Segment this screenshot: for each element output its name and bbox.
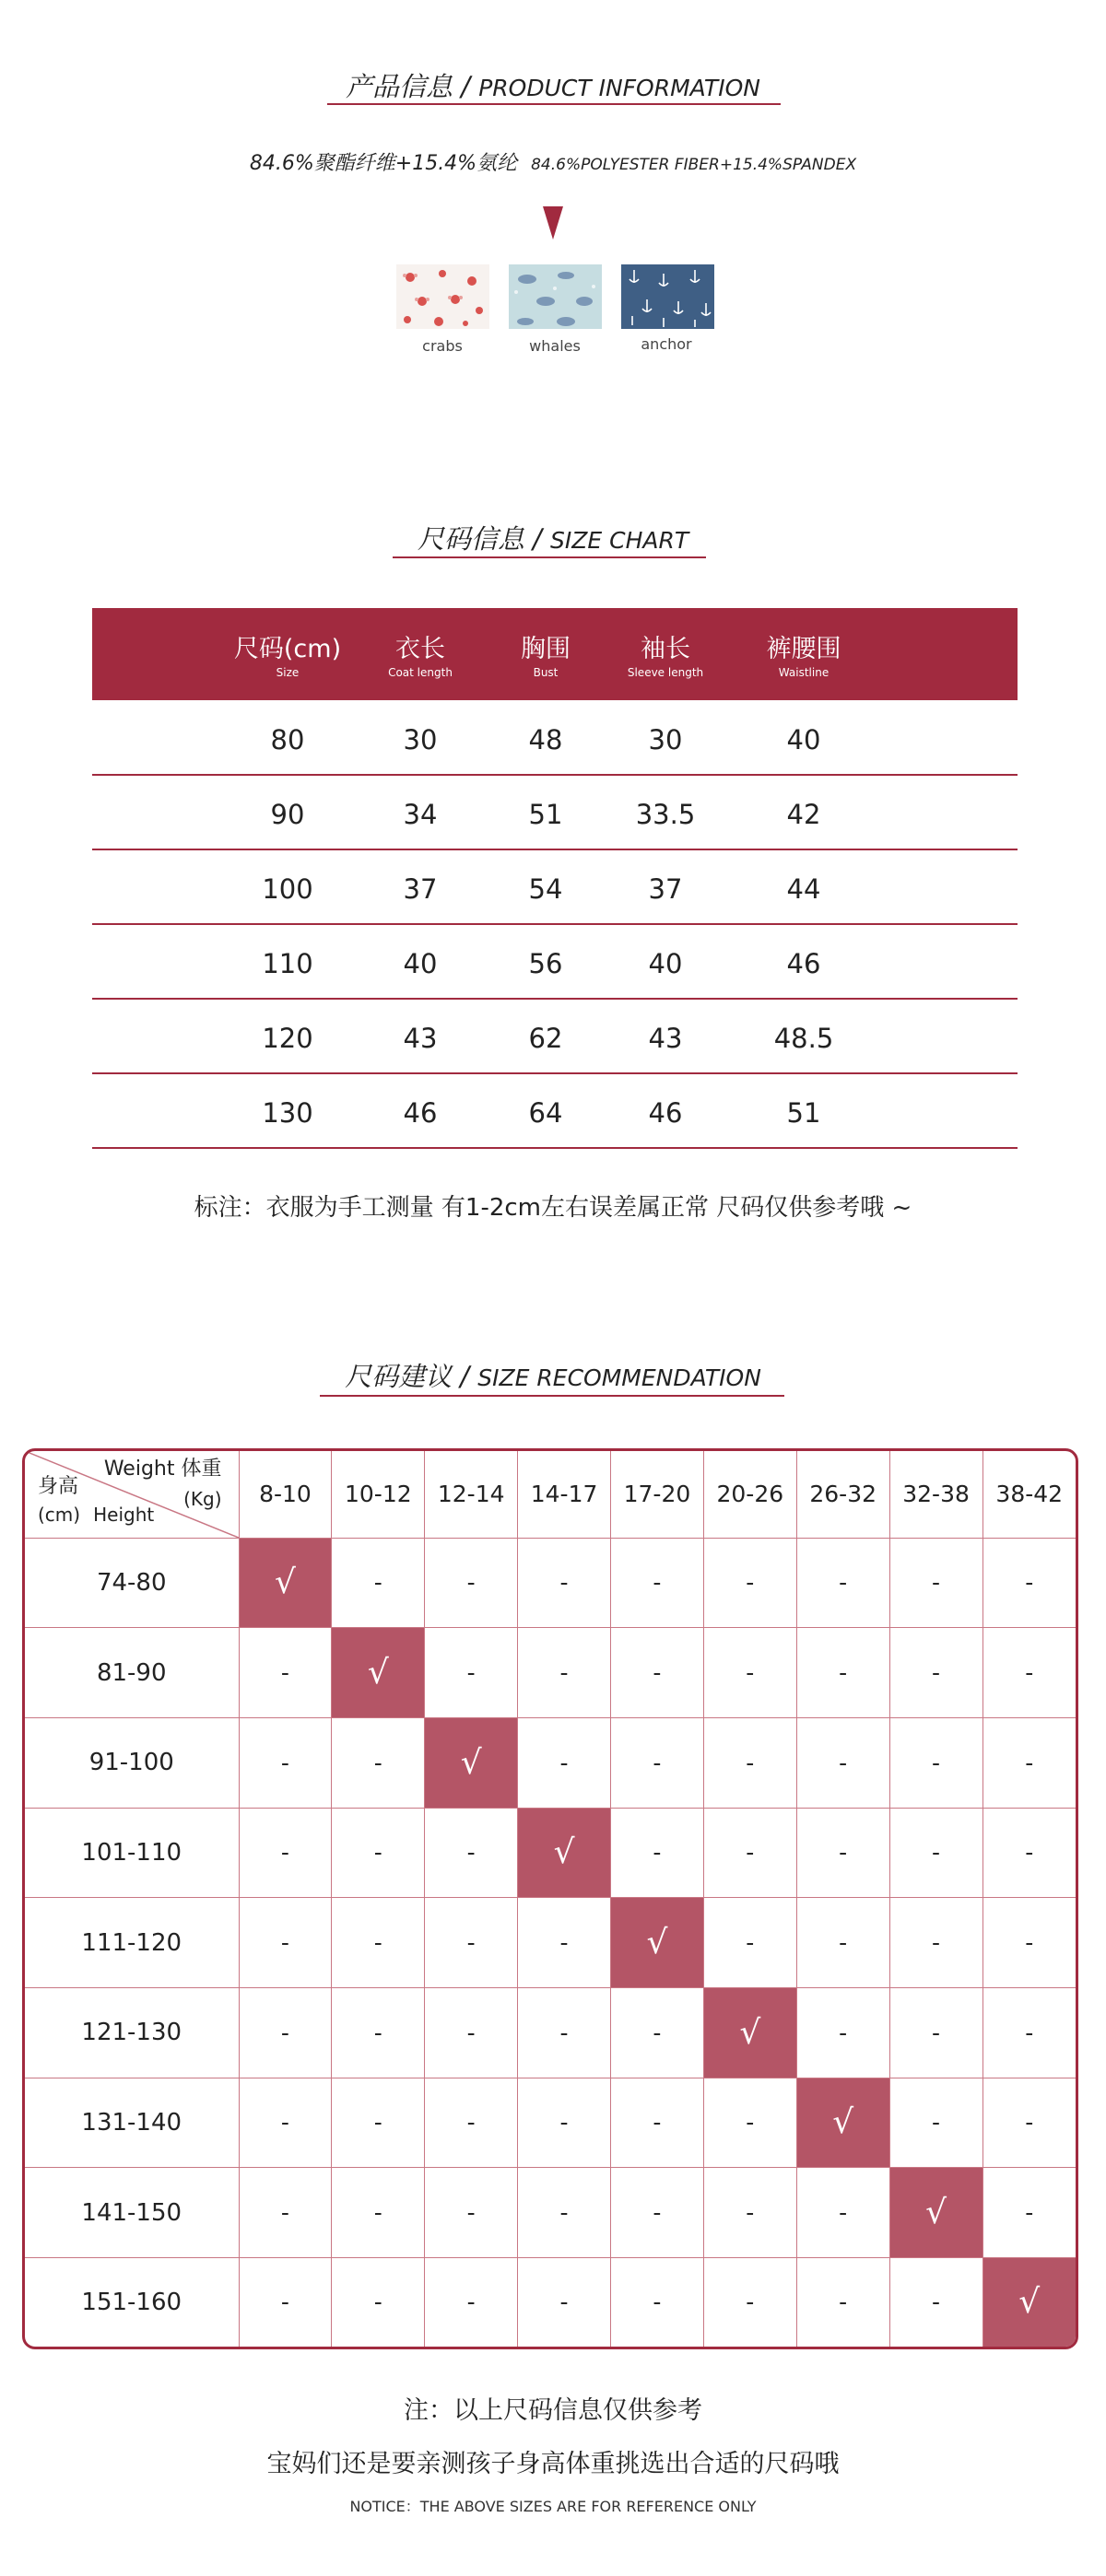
- check-mark-icon: √: [425, 1717, 518, 1808]
- header-waistline: 裤腰围 Waistline: [766, 635, 841, 679]
- empty-cell: -: [982, 2168, 1076, 2258]
- title-en: SIZE CHART: [550, 527, 689, 554]
- height-row: [25, 2257, 1076, 2347]
- weight-header-cell: 20-26: [703, 1451, 796, 1538]
- size-chart-cell: 34: [403, 799, 438, 830]
- empty-cell: -: [239, 1808, 332, 1898]
- title-underline: [327, 103, 781, 105]
- title-zh: 产品信息 /: [346, 71, 471, 102]
- size-chart-cell: 46: [786, 948, 821, 979]
- title-en: PRODUCT INFORMATION: [478, 75, 760, 101]
- size-chart-row: [92, 700, 1018, 774]
- size-recommendation-table: [22, 1448, 1078, 2349]
- down-arrow-icon: [543, 206, 563, 240]
- height-header-cell: 151-160: [25, 2257, 239, 2347]
- whale-pattern-swatch: [509, 264, 602, 329]
- empty-cell: -: [611, 1628, 704, 1718]
- empty-cell: -: [982, 1987, 1076, 2078]
- empty-cell: -: [518, 1717, 611, 1808]
- weight-header-cell: 8-10: [239, 1451, 332, 1538]
- weight-header-cell: 14-17: [518, 1451, 611, 1538]
- size-chart-title: [0, 519, 1106, 556]
- empty-cell: -: [425, 1628, 518, 1718]
- empty-cell: -: [425, 2078, 518, 2168]
- height-header-cell: 81-90: [25, 1628, 239, 1718]
- weight-header-cell: 38-42: [982, 1451, 1076, 1538]
- recommendation-grid: [25, 1451, 1076, 2347]
- empty-cell: -: [703, 1717, 796, 1808]
- empty-cell: -: [889, 1898, 982, 1988]
- row-divider: [92, 1147, 1018, 1149]
- empty-cell: -: [239, 1628, 332, 1718]
- empty-cell: -: [796, 1538, 889, 1628]
- header-bust: 胸围 Bust: [521, 635, 571, 679]
- empty-cell: -: [796, 1987, 889, 2078]
- size-chart-row: [92, 924, 1018, 998]
- empty-cell: -: [611, 2168, 704, 2258]
- empty-cell: -: [239, 1717, 332, 1808]
- empty-cell: -: [611, 1538, 704, 1628]
- size-chart-cell: 120: [262, 1023, 313, 1054]
- empty-cell: -: [239, 1987, 332, 2078]
- check-mark-icon: √: [889, 2168, 982, 2258]
- weight-header-cell: 32-38: [889, 1451, 982, 1538]
- size-chart-cell: 48: [528, 724, 563, 755]
- check-mark-icon: √: [518, 1808, 611, 1898]
- height-header-cell: 91-100: [25, 1717, 239, 1808]
- size-chart-row: [92, 999, 1018, 1072]
- title-underline: [320, 1395, 784, 1397]
- empty-cell: -: [425, 2168, 518, 2258]
- size-chart-cell: 54: [528, 873, 563, 905]
- empty-cell: -: [332, 2078, 425, 2168]
- empty-cell: -: [611, 1808, 704, 1898]
- empty-cell: -: [239, 2257, 332, 2347]
- swatch-label-crabs: crabs: [422, 337, 463, 355]
- weight-header-cell: 12-14: [425, 1451, 518, 1538]
- empty-cell: -: [796, 1898, 889, 1988]
- swatch-label-whales: whales: [529, 337, 581, 355]
- empty-cell: -: [611, 1717, 704, 1808]
- check-mark-icon: √: [982, 2257, 1076, 2347]
- empty-cell: -: [332, 1987, 425, 2078]
- size-chart-cell: 80: [270, 724, 305, 755]
- empty-cell: -: [889, 1717, 982, 1808]
- size-chart-cell: 40: [648, 948, 683, 979]
- empty-cell: -: [239, 2078, 332, 2168]
- height-row: [25, 2168, 1076, 2258]
- empty-cell: -: [611, 1987, 704, 2078]
- size-chart-cell: 42: [786, 799, 821, 830]
- empty-cell: -: [982, 1538, 1076, 1628]
- empty-cell: -: [611, 2257, 704, 2347]
- empty-cell: -: [518, 1898, 611, 1988]
- empty-cell: -: [332, 2257, 425, 2347]
- footer-note-1: 注：以上尺码信息仅供参考: [404, 2396, 702, 2425]
- footer-note-2: 宝妈们还是要亲测孩子身高体重挑选出合适的尺码哦: [266, 2450, 840, 2478]
- height-row: [25, 1538, 1076, 1628]
- empty-cell: -: [982, 1717, 1076, 1808]
- size-chart-cell: 37: [403, 873, 438, 905]
- header-coat-length: 衣长 Coat length: [388, 635, 453, 679]
- height-row: [25, 1898, 1076, 1988]
- material-zh: 84.6%聚酯纤维+15.4%氨纶: [249, 152, 518, 175]
- empty-cell: -: [889, 2078, 982, 2168]
- size-chart-cell: 46: [648, 1097, 683, 1129]
- empty-cell: -: [332, 1898, 425, 1988]
- check-mark-icon: √: [796, 2078, 889, 2168]
- weight-label: Weight 体重 (Kg): [103, 1458, 222, 1510]
- empty-cell: -: [332, 1808, 425, 1898]
- empty-cell: -: [332, 1538, 425, 1628]
- weight-header-cell: 26-32: [796, 1451, 889, 1538]
- height-row: [25, 1808, 1076, 1898]
- empty-cell: -: [796, 1808, 889, 1898]
- empty-cell: -: [796, 2257, 889, 2347]
- height-row: [25, 2078, 1076, 2168]
- anchor-pattern-swatch: [621, 264, 714, 329]
- weight-header-cell: 10-12: [332, 1451, 425, 1538]
- empty-cell: -: [982, 1808, 1076, 1898]
- empty-cell: -: [518, 1538, 611, 1628]
- material-en: 84.6%POLYESTER FIBER+15.4%SPANDEX: [531, 156, 857, 174]
- size-chart-cell: 30: [403, 724, 438, 755]
- empty-cell: -: [518, 2078, 611, 2168]
- height-label: 身高 (cm) Height: [38, 1475, 155, 1526]
- height-header-cell: 121-130: [25, 1987, 239, 2078]
- empty-cell: -: [982, 1898, 1076, 1988]
- size-chart-cell: 110: [262, 948, 313, 979]
- size-chart-cell: 33.5: [635, 799, 696, 830]
- size-chart-cell: 40: [403, 948, 438, 979]
- empty-cell: -: [703, 1628, 796, 1718]
- size-chart-cell: 43: [403, 1023, 438, 1054]
- size-chart-row: [92, 1073, 1018, 1147]
- empty-cell: -: [239, 1898, 332, 1988]
- size-chart-row: [92, 775, 1018, 849]
- size-chart-cell: 64: [528, 1097, 563, 1129]
- header-size: 尺码(cm) Size: [233, 635, 342, 679]
- height-header-cell: 141-150: [25, 2168, 239, 2258]
- empty-cell: -: [425, 2257, 518, 2347]
- height-header-cell: 131-140: [25, 2078, 239, 2168]
- product-info-title: [0, 66, 1106, 104]
- size-chart-cell: 56: [528, 948, 563, 979]
- empty-cell: -: [425, 1808, 518, 1898]
- size-chart-cell: 51: [528, 799, 563, 830]
- empty-cell: -: [703, 2257, 796, 2347]
- title-zh: 尺码信息 /: [417, 523, 542, 555]
- size-chart-header: [92, 608, 1018, 700]
- height-header-cell: 101-110: [25, 1808, 239, 1898]
- empty-cell: -: [518, 2257, 611, 2347]
- empty-cell: -: [239, 2168, 332, 2258]
- size-chart-cell: 130: [262, 1097, 313, 1129]
- check-mark-icon: √: [703, 1987, 796, 2078]
- size-chart-cell: 51: [786, 1097, 821, 1129]
- size-chart-cell: 46: [403, 1097, 438, 1129]
- check-mark-icon: √: [332, 1628, 425, 1718]
- height-row: [25, 1987, 1076, 2078]
- weight-header-cell: 17-20: [611, 1451, 704, 1538]
- empty-cell: -: [425, 1538, 518, 1628]
- height-header-cell: 74-80: [25, 1538, 239, 1628]
- height-header-cell: 111-120: [25, 1898, 239, 1988]
- empty-cell: -: [796, 1717, 889, 1808]
- empty-cell: -: [889, 1808, 982, 1898]
- empty-cell: -: [425, 1898, 518, 1988]
- size-chart-cell: 90: [270, 799, 305, 830]
- size-chart-cell: 40: [786, 724, 821, 755]
- empty-cell: -: [889, 1628, 982, 1718]
- corner-cell: [25, 1451, 239, 1538]
- empty-cell: -: [518, 2168, 611, 2258]
- empty-cell: -: [982, 1628, 1076, 1718]
- empty-cell: -: [703, 1538, 796, 1628]
- title-zh: 尺码建议 /: [345, 1361, 470, 1392]
- size-chart-cell: 62: [528, 1023, 563, 1054]
- empty-cell: -: [332, 1717, 425, 1808]
- empty-cell: -: [703, 2168, 796, 2258]
- empty-cell: -: [518, 1628, 611, 1718]
- material-line: [0, 147, 1106, 176]
- crab-pattern-swatch: [396, 264, 489, 329]
- empty-cell: -: [703, 2078, 796, 2168]
- title-underline: [393, 556, 706, 558]
- empty-cell: -: [703, 1808, 796, 1898]
- check-mark-icon: √: [611, 1898, 704, 1988]
- size-chart-cell: 37: [648, 873, 683, 905]
- empty-cell: -: [518, 1987, 611, 2078]
- header-sleeve-length: 袖长 Sleeve length: [627, 635, 704, 679]
- empty-cell: -: [796, 2168, 889, 2258]
- empty-cell: -: [889, 1538, 982, 1628]
- size-chart-cell: 44: [786, 873, 821, 905]
- title-en: SIZE RECOMMENDATION: [477, 1364, 761, 1391]
- footer-note-en: NOTICE：THE ABOVE SIZES ARE FOR REFERENCE ONLY: [349, 2498, 757, 2515]
- size-chart-cell: 30: [648, 724, 683, 755]
- height-row: [25, 1717, 1076, 1808]
- empty-cell: -: [611, 2078, 704, 2168]
- empty-cell: -: [889, 2257, 982, 2347]
- size-chart-row: [92, 849, 1018, 923]
- height-row: [25, 1628, 1076, 1718]
- empty-cell: -: [982, 2078, 1076, 2168]
- size-chart-cell: 43: [648, 1023, 683, 1054]
- size-chart-cell: 100: [262, 873, 313, 905]
- empty-cell: -: [703, 1898, 796, 1988]
- swatch-label-anchor: anchor: [641, 335, 692, 353]
- empty-cell: -: [796, 1628, 889, 1718]
- weight-header-row: [25, 1451, 1076, 1538]
- empty-cell: -: [332, 2168, 425, 2258]
- check-mark-icon: √: [239, 1538, 332, 1628]
- size-recommendation-title: [0, 1356, 1106, 1394]
- size-chart-note: 标注：衣服为手工测量 有1-2cm左右误差属正常 尺码仅供参考哦 ~: [194, 1194, 912, 1222]
- empty-cell: -: [425, 1987, 518, 2078]
- size-chart-cell: 48.5: [773, 1023, 834, 1054]
- empty-cell: -: [889, 1987, 982, 2078]
